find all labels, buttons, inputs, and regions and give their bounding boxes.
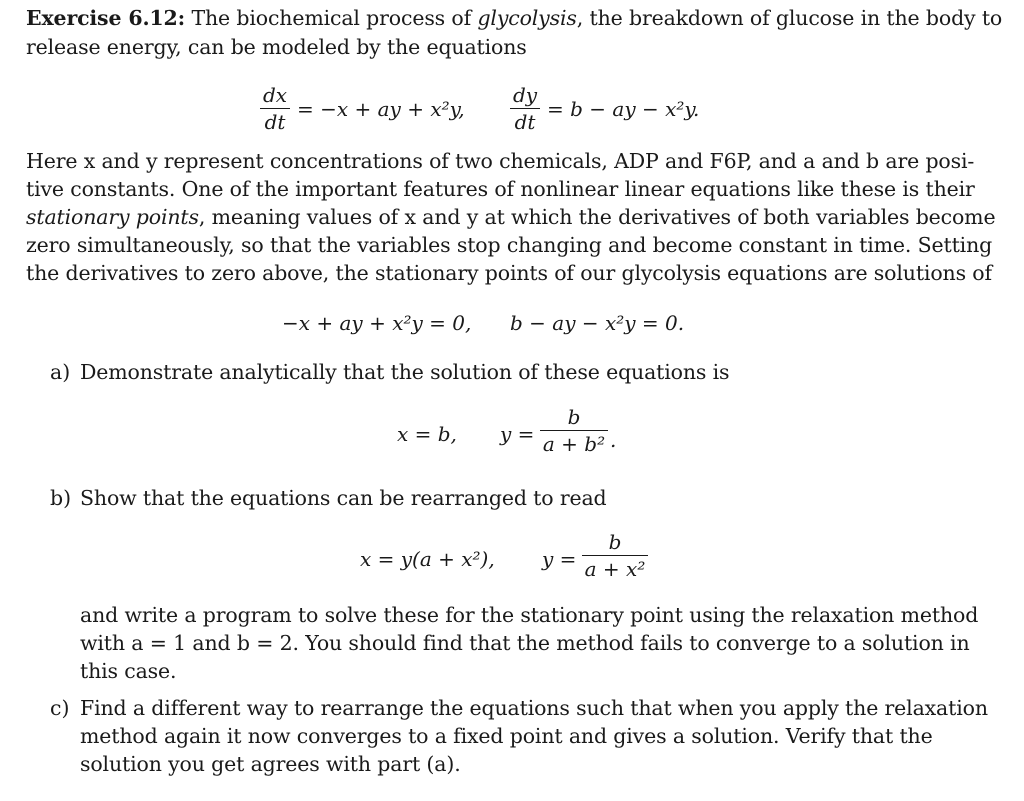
part-c-line-2: method again it now converges to a fixed point and gives a solution. Verify that the: [80, 724, 933, 748]
part-a-text: Demonstrate analytically that the solution of these equations is: [80, 360, 730, 384]
part-a-marker: a): [50, 360, 71, 384]
body-line-4: zero simultaneously, so that the variables stop changing and become constant in time. Setting: [26, 233, 993, 257]
exercise-label: Exercise 6.12:: [26, 6, 186, 30]
intro-text: The biochemical process of: [191, 6, 472, 30]
intro-text-tail: , the breakdown of glucose in the body to: [576, 6, 1003, 30]
ode-x-rhs: = −x + ay + x²y,: [297, 97, 465, 121]
intro-line-1: [26, 6, 1002, 30]
dx-dt-fraction: [260, 83, 290, 134]
solution-y-lhs: y =: [500, 422, 535, 446]
body-line-5: the derivatives to zero above, the stationary points of our glycolysis equations are solutions of: [26, 261, 992, 285]
body-line-1: Here x and y represent concentrations of two chemicals, ADP and F6P, and a and b are posi-: [26, 149, 975, 173]
glycolysis-term: glycolysis: [477, 6, 577, 30]
rearranged-y-denominator: a + x²: [584, 557, 646, 581]
rearranged-y-numerator: b: [608, 530, 622, 554]
solution-y-fraction: [540, 405, 608, 456]
dt-denominator-2: dt: [514, 110, 536, 134]
part-b-marker: b): [50, 486, 72, 510]
dy-dt-fraction: [510, 83, 540, 134]
solution-y-denominator: a + b²: [542, 432, 606, 456]
dt-denominator: dt: [264, 110, 286, 134]
part-b-text2-line-3: this case.: [80, 659, 177, 683]
rearranged-y-fraction: [582, 530, 648, 581]
rearranged-y-lhs: y =: [542, 547, 577, 571]
body-line-2: tive constants. One of the important features of nonlinear linear equations like these is their: [26, 177, 975, 201]
part-c-marker: c): [50, 696, 70, 720]
solution-y-numerator: b: [567, 405, 581, 429]
stationary-eq-2: b − ay − x²y = 0.: [510, 311, 685, 335]
part-c-line-3: solution you get agrees with part (a).: [80, 752, 461, 776]
solution-x: x = b,: [397, 422, 457, 446]
rearranged-x: x = y(a + x²),: [360, 547, 495, 571]
solution-y-period: .: [610, 428, 617, 452]
part-c-line-1: Find a different way to rearrange the equations such that when you apply the relaxation: [80, 696, 988, 720]
body-line-3: [26, 205, 995, 229]
part-b-text: Show that the equations can be rearranged to read: [80, 486, 607, 510]
dy-numerator: dy: [512, 83, 538, 107]
part-b-text2-line-2: with a = 1 and b = 2. You should find that the method fails to converge to a solution in: [80, 631, 970, 655]
ode-y-rhs: = b − ay − x²y.: [547, 97, 700, 121]
part-b-text2-line-1: and write a program to solve these for the stationary point using the relaxation method: [80, 603, 979, 627]
intro-line-2: release energy, can be modeled by the equations: [26, 35, 527, 59]
dx-numerator: dx: [262, 83, 288, 107]
body-line-3-rest: , meaning values of x and y at which the derivatives of both variables become: [198, 205, 996, 229]
stationary-points-term: stationary points: [26, 205, 199, 229]
stationary-eq-1: −x + ay + x²y = 0,: [282, 311, 472, 335]
